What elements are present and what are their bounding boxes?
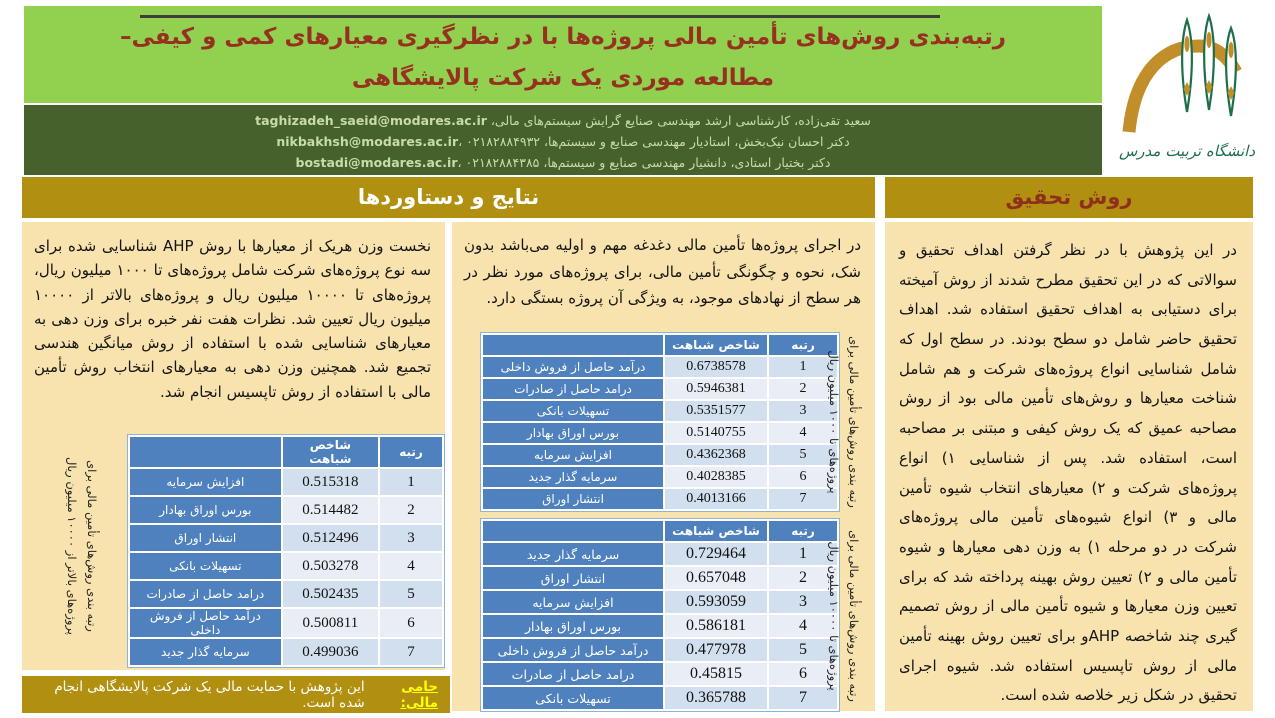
author-phone: ، ۰۲۱۸۲۸۸۴۹۳۲: [458, 134, 541, 149]
method-cell: انتشار اوراق: [483, 567, 663, 589]
similarity-column-header: شاخص شباهت: [665, 335, 767, 355]
table-row: [483, 489, 837, 509]
method-cell: درآمد حاصل از فروش داخلی: [483, 357, 663, 377]
poster-title-line1: رتبه‌بندی روش‌های تأمین مالی پروژه‌ها با در نظرگیری معیارهای کمی و کیفی–: [119, 24, 1007, 50]
rank-cell: 2: [769, 379, 837, 399]
author-phone: ، ۰۲۱۸۲۸۸۴۳۸۵: [457, 155, 540, 170]
ranking-table-upto-10000: [480, 518, 840, 712]
rank-cell: 6: [769, 467, 837, 487]
similarity-cell: 0.4028385: [665, 467, 767, 487]
table-row: [483, 445, 837, 465]
table-row: [130, 609, 442, 637]
method-cell: درامد حاصل از صادرات: [483, 663, 663, 685]
method-cell: درامد حاصل از صادرات: [483, 379, 663, 399]
method-panel: [885, 222, 1253, 711]
rank-cell: 3: [769, 591, 837, 613]
author-name-affiliation: دکتر بختیار استادی، دانشیار مهندسی صنایع و سیستم‌ها،: [539, 155, 831, 170]
table-row: [130, 639, 442, 665]
sponsor-text: این پژوهش با حمایت مالی یک شرکت پالایشگاهی انجام شده است.: [54, 678, 365, 711]
method-cell: تسهیلات بانکی: [483, 687, 663, 709]
similarity-cell: 0.5351577: [665, 401, 767, 421]
ranking-table-upto-1000: [480, 332, 840, 512]
similarity-cell: 0.5140755: [665, 423, 767, 443]
results-section-header: نتایج و دستاوردها: [22, 177, 875, 218]
table-row: [483, 615, 837, 637]
rank-column-header: رتبه: [769, 521, 837, 541]
rank-column-header: رتبه: [769, 335, 837, 355]
author-line: [24, 152, 1102, 173]
table-row: [483, 543, 837, 565]
similarity-cell: 0.586181: [665, 615, 767, 637]
method-section-header: روش تحقیق: [885, 177, 1253, 218]
table-row: [483, 379, 837, 399]
method-paragraph: در این پژوهش با در نظر گرفتن اهداف تحقیق و سوالاتی که در این تحقیق مطرح شدند از روش آمیخته برای دستیابی به اهداف تحقیق استفاده شد. اهداف تحقیق حاضر شامل دو سطح بودند. در سطح اول که شامل شناسایی انواع پروژه‌های شرکت و هم شامل شناخت معیارها و روش‌های تأمین مالی بود از روش مصاحبه عمیق که یک روش کیفی و مبتنی بر مصاحبه است، استفاده شد. پس از شناسایی ۱) انواع پروژه‌های شرکت و ۲) معیارهای انتخاب شیوه تأمین مالی و ۳) انواع شیوه‌های تأمین مالی پروژه‌های شرکت در دو مرحله ۱) به وزن دهی معیارها و شیوه تأمین مالی و ۲) تعیین روش بهینه پرداخته شد که برای تعیین وزن معیارها و شیوه تأمین مالی از روش تصمیم گیری چند شاخصه AHPو برای تعیین روش بهینه تأمین مالی از روش تاپسیس استفاده شد. شیوه اجرای تحقیق در شکل زیر خلاصه شده است.: [899, 241, 1238, 705]
rank-cell: 5: [769, 445, 837, 465]
author-line: [24, 131, 1102, 152]
table-caption-upto-10000: [818, 520, 864, 712]
table-row: [130, 469, 442, 495]
author-email: taghizadeh_saeid@modares.ac.ir: [255, 113, 487, 128]
similarity-cell: 0.365788: [665, 687, 767, 709]
similarity-cell: 0.512496: [283, 525, 378, 551]
method-cell: انتشار اوراق: [483, 489, 663, 509]
logo-trees: [1182, 16, 1236, 116]
rank-cell: 7: [769, 687, 837, 709]
table-row: [483, 467, 837, 487]
similarity-cell: 0.5946381: [665, 379, 767, 399]
rank-cell: 5: [769, 639, 837, 661]
table-row: [483, 639, 837, 661]
method-cell: درآمد حاصل از فروش داخلی: [130, 609, 281, 637]
similarity-cell: 0.502435: [283, 581, 378, 607]
method-cell: سرمایه گذار جدید: [483, 467, 663, 487]
rank-cell: 4: [380, 553, 442, 579]
rank-cell: 4: [769, 423, 837, 443]
table-row: [483, 357, 837, 377]
title-top-border: [140, 15, 940, 18]
table-row: [483, 423, 837, 443]
sponsor-label: حامی مالی:: [400, 678, 438, 711]
university-logo: [1115, 4, 1260, 174]
table-header-row: [483, 335, 837, 355]
rank-cell: 6: [769, 663, 837, 685]
method-cell: انتشار اوراق: [130, 525, 281, 551]
method-cell: سرمایه گذار جدید: [130, 639, 281, 665]
similarity-cell: 0.503278: [283, 553, 378, 579]
rank-cell: 4: [769, 615, 837, 637]
author-name-affiliation: سعید تقی‌زاده، کارشناسی ارشد مهندسی صنایع گرایش سیستم‌های مالی،: [486, 113, 871, 128]
sponsor-box: [22, 676, 450, 713]
method-cell: تسهیلات بانکی: [130, 553, 281, 579]
similarity-column-header: شاخص شباهت: [665, 521, 767, 541]
ranking-table-above-10000: [127, 434, 445, 668]
results-left-paragraph: نخست وزن هریک از معیارها با روش AHP شناسایی شده برای سه نوع پروژه‌های شرکت شامل پروژه‌های تا ۱۰۰۰ میلیون ریال، پروژه‌های تا ۱۰۰۰۰ میلیون ریال و پروژه‌های بالاتر از ۱۰۰۰۰ میلیون ریال تعیین شد. نظرات هفت نفر خبره برای وزن دهی به معیارهای شناسایی شده با استفاده از روش میانگین هندسی تجمیع شد. همچنین وزن دهی به معیارهای انتخاب روش تأمین مالی با استفاده از روش تاپسیس انجام شد.: [34, 237, 431, 401]
rank-cell: 7: [769, 489, 837, 509]
results-left-panel: [22, 222, 445, 670]
authors-band: [24, 105, 1102, 175]
poster-title: [24, 6, 1102, 103]
similarity-cell: 0.6738578: [665, 357, 767, 377]
rank-column-header: رتبه: [380, 437, 442, 467]
results-middle-panel: [452, 222, 875, 711]
rank-cell: 7: [380, 639, 442, 665]
similarity-cell: 0.593059: [665, 591, 767, 613]
rank-cell: 2: [769, 567, 837, 589]
caption-line: پروژه‌های بالاتر از ۱۰۰۰۰ میلیون ریال: [65, 457, 79, 635]
similarity-cell: 0.499036: [283, 639, 378, 665]
similarity-cell: 0.477978: [665, 639, 767, 661]
method-cell: تسهیلات بانکی: [483, 401, 663, 421]
logo-calligraphy: دانشگاه تربیت مدرس: [1119, 142, 1255, 160]
table-row: [130, 553, 442, 579]
method-cell: بورس اوراق بهادار: [483, 615, 663, 637]
rank-cell: 1: [769, 543, 837, 565]
caption-line: رتبه بندی روش‌های تأمین مالی برای: [847, 336, 861, 508]
method-cell: افزایش سرمایه: [130, 469, 281, 495]
table-row: [483, 687, 837, 709]
rank-cell: 2: [380, 497, 442, 523]
similarity-cell: 0.515318: [283, 469, 378, 495]
table-header-row: [483, 521, 837, 541]
method-cell: درآمد حاصل از فروش داخلی: [483, 639, 663, 661]
method-cell: سرمایه گذار جدید: [483, 543, 663, 565]
similarity-column-header: شاخص شباهت: [283, 437, 378, 467]
rank-cell: 5: [380, 581, 442, 607]
rank-cell: 1: [380, 469, 442, 495]
similarity-cell: 0.729464: [665, 543, 767, 565]
method-cell: بورس اوراق بهادار: [130, 497, 281, 523]
rank-cell: 6: [380, 609, 442, 637]
table-header-row: [130, 437, 442, 467]
similarity-cell: 0.514482: [283, 497, 378, 523]
table-row: [483, 591, 837, 613]
table-row: [483, 567, 837, 589]
similarity-cell: 0.4362368: [665, 445, 767, 465]
table-caption-upto-1000: [818, 334, 864, 510]
table-row: [483, 663, 837, 685]
author-name-affiliation: دکتر احسان نیک‌بخش، استادیار مهندسی صنایع و سیستم‌ها،: [540, 134, 850, 149]
results-middle-paragraph: در اجرای پروژه‌ها تأمین مالی دغدغه مهم و اولیه می‌باشد بدون شک، نحوه و چگونگی تأمین مالی، برای پروژه‌های مورد نظر در هر سطح از نهادهای موجود، به ویژگی آن پروژه بستگی دارد.: [464, 236, 861, 308]
similarity-cell: 0.4013166: [665, 489, 767, 509]
author-line: [24, 110, 1102, 131]
method-cell: بورس اوراق بهادار: [483, 423, 663, 443]
table-row: [483, 401, 837, 421]
caption-line: رتبه بندی روش‌های تأمین مالی برای: [847, 530, 861, 702]
similarity-cell: 0.657048: [665, 567, 767, 589]
method-cell: افزایش سرمایه: [483, 445, 663, 465]
author-email: bostadi@modares.ac.ir: [295, 155, 458, 170]
table-caption-above-10000: [56, 430, 102, 662]
poster-title-line2: مطالعه موردی یک شرکت پالایشگاهی: [351, 65, 775, 91]
method-cell: افزایش سرمایه: [483, 591, 663, 613]
table-row: [130, 525, 442, 551]
table-row: [130, 497, 442, 523]
similarity-cell: 0.500811: [283, 609, 378, 637]
rank-cell: 1: [769, 357, 837, 377]
method-column-header: [483, 335, 663, 355]
tarbiat-modares-logo-icon: [1115, 4, 1260, 174]
rank-cell: 3: [769, 401, 837, 421]
method-column-header: [483, 521, 663, 541]
caption-line: رتبه بندی روش‌های تأمین مالی برای: [85, 460, 99, 632]
table-row: [130, 581, 442, 607]
caption-line: پروژه‌های تا ۱۰۰۰ میلیون ریال: [827, 350, 841, 494]
author-email: nikbakhsh@modares.ac.ir: [276, 134, 459, 149]
method-column-header: [130, 437, 281, 467]
similarity-cell: 0.45815: [665, 663, 767, 685]
method-cell: درامد حاصل از صادرات: [130, 581, 281, 607]
caption-line: پروژه‌های تا ۱۰۰۰۰ میلیون ریال: [827, 541, 841, 691]
rank-cell: 3: [380, 525, 442, 551]
